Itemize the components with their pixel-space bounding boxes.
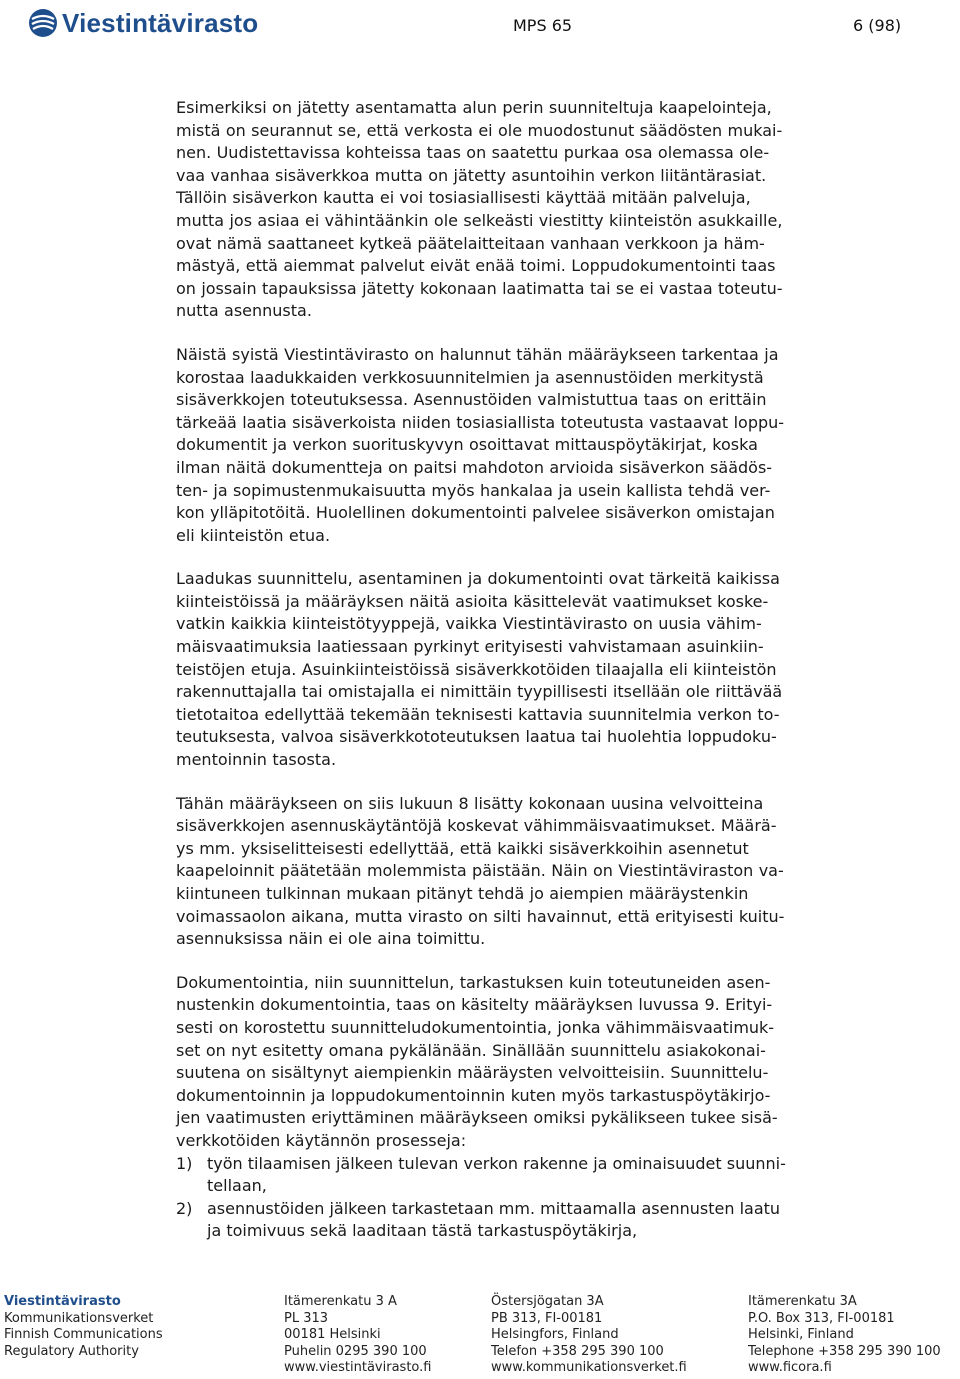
footer-column-finnish [284,1294,431,1377]
footer-line: PL 313 [284,1310,329,1326]
document-body [176,97,898,1243]
text-line: korostaa laadukkaiden verkkosuunnitelmien ja asennustöiden merkitystä [176,367,764,387]
text-line: sisäverkkojen toteutuksessa. Asennustöiden valmistuttua taas on erittäin [176,390,767,410]
text-line: työn tilaamisen jälkeen tulevan verkon rakenne ja ominaisuudet suunni- [207,1153,786,1173]
footer-link[interactable]: www.kommunikationsverket.fi [491,1360,687,1376]
text-line: mästyä, että aiemmat palvelut eivät enää toimi. Loppudokumentointi taas [176,256,776,276]
footer-line: Finnish Communications [4,1327,163,1343]
list-item [176,1153,898,1198]
list-number: 1) [176,1153,193,1173]
text-line: voimassaolon aikana, mutta virasto on silti havainnut, että erityisesti kuitu- [176,906,785,926]
page-header [0,0,960,48]
text-line: ja toimivuus sekä laaditaan tästä tarkastuspöytäkirja, [207,1221,638,1241]
footer-column-swedish [491,1294,687,1377]
footer-link[interactable]: www.viestintävirasto.fi [284,1360,432,1376]
footer-line: Telephone +358 295 390 100 [748,1343,941,1359]
text-line: teutuksesta, valvoa sisäverkkototeutuksen laatua tai huolehtia loppudoku- [176,727,777,747]
text-line: Esimerkiksi on jätetty asentamatta alun perin suunniteltuja kaapelointeja, [176,98,772,117]
footer-line: Östersjögatan 3A [491,1294,604,1309]
text-line: ten- ja sopimustenmukaisuutta myös hankalaa ja usein kallista tehdä ver- [176,480,771,500]
text-line: kiintuneen tulkinnan mukaan pitänyt tehdä jo aiempien määräystenkin [176,884,749,903]
text-line: sisäverkkojen asennuskäytäntöjä koskevat vähimmäisvaatimukset. Määrä- [176,816,777,836]
text-line: Tällöin sisäverkon kautta ei voi tosiasiallisesti käyttää mitään palveluja, [176,188,751,208]
list-number: 2) [176,1198,193,1218]
text-line: sesti on korostettu suunnitteludokumentointia, jonka vähimmäisvaatimuk- [176,1017,775,1037]
footer-line: Itämerenkatu 3 A [284,1294,397,1309]
text-line: Näistä syistä Viestintävirasto on halunnut tähän määräykseen tarkentaa ja [176,344,779,364]
text-line: nutta asennusta. [176,301,312,321]
text-line: dokumentoinnin ja loppudokumentoinnin kuten myös tarkastuspöytäkirjo- [176,1085,771,1105]
paragraph [176,344,898,547]
page-number: 6 (98) [853,16,902,35]
text-line: dokumentit ja verkon suorituskyvyn osoittavat mittauspöytäkirjat, koska [176,435,758,455]
paragraph [176,793,898,951]
footer-line: Helsingfors, Finland [491,1327,619,1343]
text-line: teistöjen etuja. Asuinkiinteistöissä sisäverkkotöiden tilaajalla eli kiinteistön [176,659,777,679]
footer-line: Helsinki, Finland [748,1327,854,1343]
process-list [176,1153,898,1243]
text-line: mentoinnin tasosta. [176,750,337,770]
footer-column-english [748,1294,941,1377]
footer-line: Telefon +358 295 390 100 [491,1343,664,1359]
document-id: MPS 65 [513,16,573,35]
text-line: rakennuttajalla tai omistajalla ei nimittäin tyypillisesti itsellään ole riittävää [176,682,783,702]
logo [28,5,258,41]
text-line: Laadukas suunnittelu, asentaminen ja dokumentointi ovat tärkeitä kaikissa [176,569,780,589]
text-line: kiinteistöissä ja määräyksen näitä asioita käsittelevät vaatimukset koske- [176,591,769,611]
list-item [176,1198,898,1243]
text-line: nen. Uudistettavissa kohteissa taas on saatettu purkaa osa olemassa ole- [176,143,770,163]
list-text [207,1153,786,1198]
text-line: ilman näitä dokumentteja on paitsi mahdoton arvioida sisäverkon säädös- [176,457,773,477]
text-line: set on nyt esitetty omana pykälänään. Sinällään suunnittelu asiakokonai- [176,1040,766,1060]
text-line: mutta jos asiaa ei vähintäänkin ole selkeästi viestitty kiinteistön asukkaille, [176,210,783,230]
page-footer [0,1294,960,1379]
text-line: mistä on seurannut se, että verkosta ei ole muodostunut säädösten mukai- [176,120,783,140]
footer-column-agency [4,1294,163,1360]
footer-line: Puhelin 0295 390 100 [284,1343,427,1359]
footer-agency-name: Viestintävirasto [4,1294,121,1309]
text-line: tellaan, [207,1176,267,1196]
paragraph [176,97,898,323]
text-line: asennustöiden jälkeen tarkastetaan mm. mittaamalla asennusten laatu [207,1198,781,1218]
text-line: Dokumentointia, niin suunnittelun, tarkastuksen kuin toteutuneiden asen- [176,972,771,992]
text-line: asennuksissa näin ei ole aina toimittu. [176,929,486,949]
text-line: suutena on sisältynyt aiempienkin määräysten velvoitteisiin. Suunnittelu- [176,1063,769,1083]
footer-line: Kommunikationsverket [4,1310,154,1326]
text-line: Tähän määräykseen on siis lukuun 8 lisätty kokonaan uusina velvoitteina [176,793,764,813]
text-line: ovat nämä saattaneet kytkeä päätelaitteitaan vanhaan verkkoon ja häm- [176,233,765,253]
text-line: on jossain tapauksissa jätetty kokonaan laatimatta tai se ei vastaa toteutu- [176,278,783,298]
logo-text: Viestintävirasto [62,7,259,38]
text-line: mäisvaatimuksia laatiessaan pyrkinyt erityisesti vahvistamaan asuinkiin- [176,637,764,657]
footer-line: Regulatory Authority [4,1343,139,1359]
text-line: vaa vanhaa sisäverkkoa mutta on jätetty asuntoihin verkon liitäntärasiat. [176,165,767,185]
text-line: tärkeää laatia sisäverkoista niiden tosiasiallista toteutusta vastaavat loppu- [176,412,785,432]
footer-line: PB 313, FI-00181 [491,1310,603,1326]
viestintavirasto-logo-icon [28,8,58,38]
text-line: jen vaatimusten eriyttäminen määräykseen omiksi pykälikseen tukee sisä- [176,1108,778,1128]
text-line: eli kiinteistön etua. [176,525,331,545]
list-text [207,1198,780,1243]
text-line: nustenkin dokumentointia, taas on käsitelty määräyksen luvussa 9. Erityi- [176,995,773,1015]
text-line: tietotaitoa edellyttää tekemään teknisesti kattavia suunnitelmia verkon to- [176,704,780,724]
text-line: verkkotöiden käytännön prosesseja: [176,1130,467,1150]
paragraph [176,568,898,771]
text-line: ys mm. yksiselitteisesti edellyttää, että kaikki sisäverkkoihin asennetut [176,838,749,858]
text-line: kaapeloinnit päätetään molemmista päistään. Näin on Viestintäviraston va- [176,861,784,881]
paragraph [176,972,898,1153]
footer-line: P.O. Box 313, FI-00181 [748,1310,895,1326]
footer-line: 00181 Helsinki [284,1327,381,1343]
footer-line: Itämerenkatu 3A [748,1294,857,1309]
text-line: kon ylläpitotöitä. Huolellinen dokumentointi palvelee sisäverkon omistajan [176,503,775,523]
footer-link[interactable]: www.ficora.fi [748,1360,832,1376]
text-line: vatkin kaikkia kiinteistötyyppejä, vaikka Viestintävirasto on uusia vähim- [176,614,762,634]
